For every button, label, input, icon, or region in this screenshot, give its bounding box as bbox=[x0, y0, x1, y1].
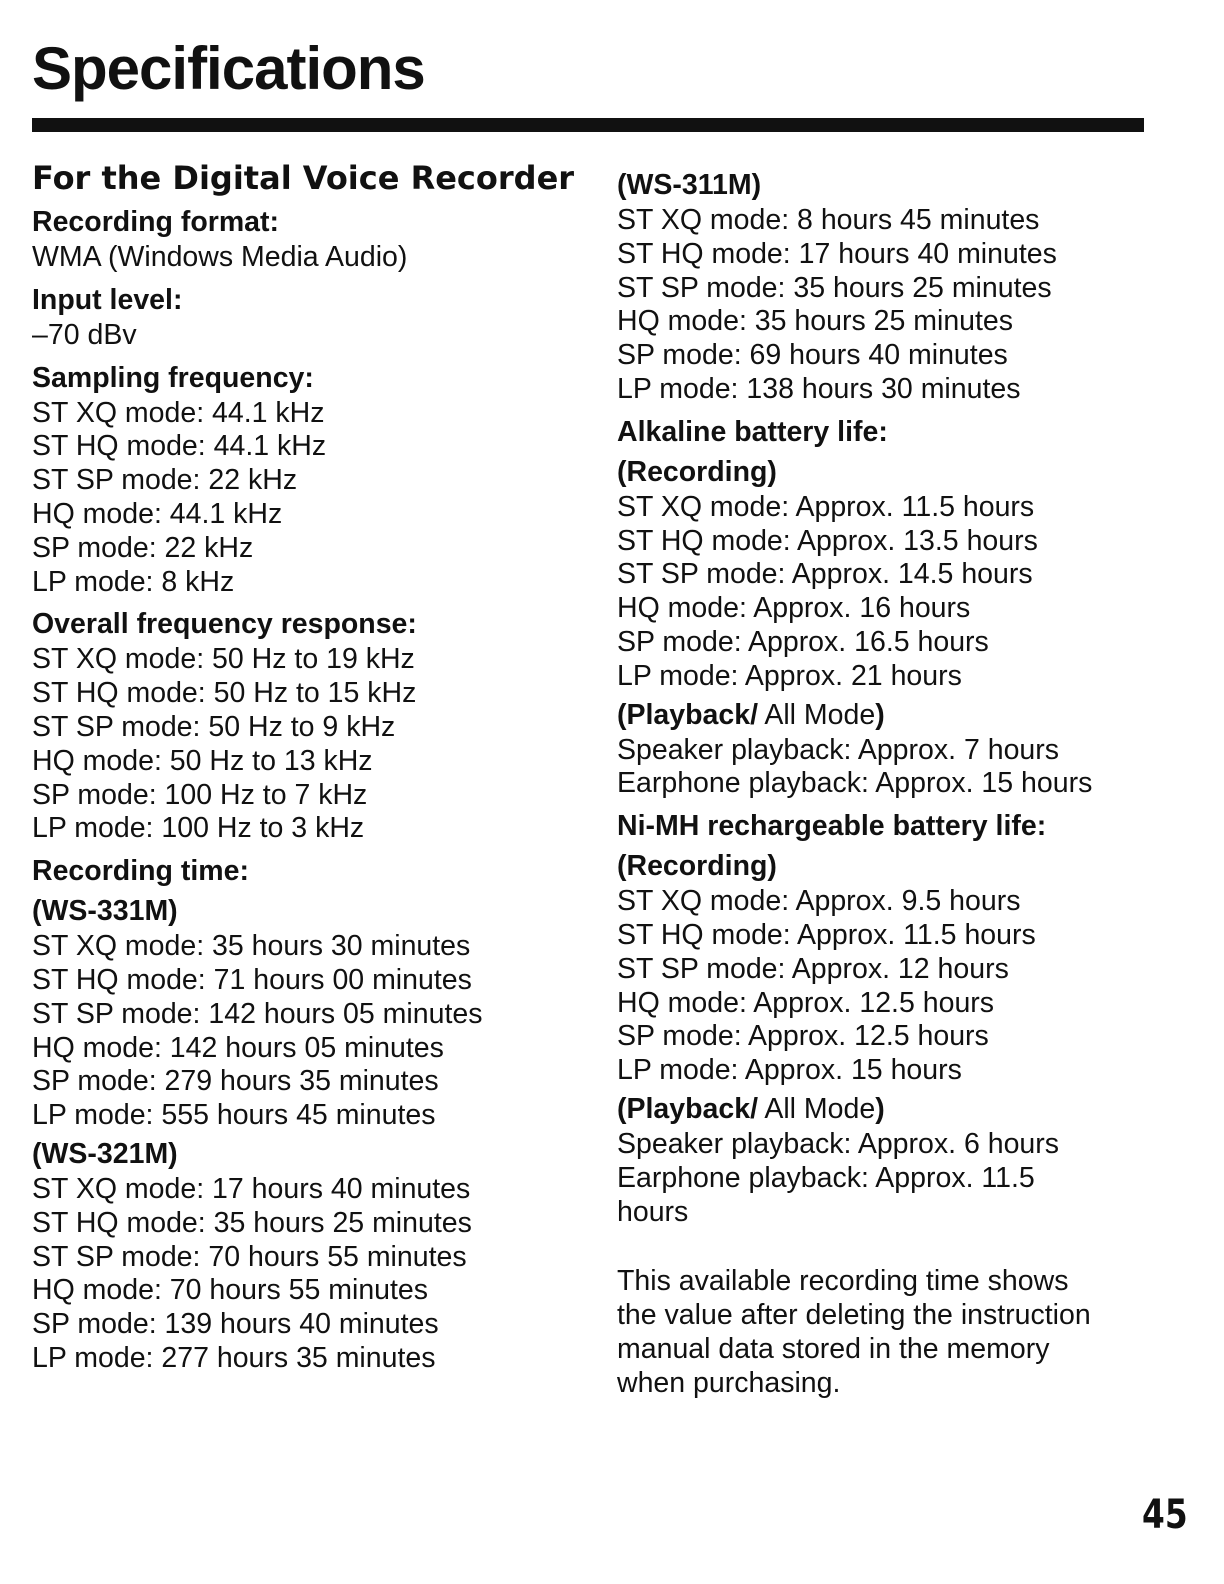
spec-line: ST HQ mode: 44.1 kHz bbox=[32, 430, 327, 463]
spec-line: LP mode: 100 Hz to 3 kHz bbox=[32, 812, 365, 845]
spec-line: LP mode: 555 hours 45 minutes bbox=[32, 1099, 436, 1132]
spec-line: WMA (Windows Media Audio) bbox=[32, 241, 408, 273]
alkaline-playback-label-bold: (Playback/ bbox=[617, 698, 758, 731]
frequency-response-label: Overall frequency response: bbox=[32, 608, 417, 641]
recording-format-lines bbox=[32, 241, 592, 275]
spec-line: ST XQ mode: Approx. 11.5 hours bbox=[617, 490, 1035, 523]
spec-line: Speaker playback: Approx. 6 hours bbox=[617, 1127, 1060, 1160]
spec-line: Speaker playback: Approx. 7 hours bbox=[617, 733, 1060, 766]
right-column bbox=[617, 160, 1177, 1401]
spec-line: HQ mode: 35 hours 25 minutes bbox=[617, 305, 1014, 338]
alkaline-recording-lines bbox=[617, 491, 1177, 694]
spec-line: –70 dBv bbox=[32, 318, 137, 351]
nimh-playback-lines bbox=[617, 1128, 1177, 1229]
ws321m-lines bbox=[32, 1173, 592, 1376]
spec-line: ST SP mode: Approx. 12 hours bbox=[617, 952, 1009, 985]
nimh-playback-label-plain: All Mode bbox=[758, 1092, 876, 1125]
spec-line: ST XQ mode: 50 Hz to 19 kHz bbox=[32, 643, 415, 676]
spec-line: HQ mode: 142 hours 05 minutes bbox=[32, 1031, 444, 1064]
spec-line: ST SP mode: 70 hours 55 minutes bbox=[32, 1240, 467, 1273]
nimh-recording-label: (Recording) bbox=[617, 850, 777, 883]
spec-line: ST SP mode: 22 kHz bbox=[32, 464, 298, 497]
spec-line: HQ mode: 70 hours 55 minutes bbox=[32, 1274, 429, 1307]
nimh-playback-label-close: ) bbox=[875, 1092, 885, 1125]
spec-line: ST XQ mode: 44.1 kHz bbox=[32, 396, 325, 429]
spec-line: ST HQ mode: 71 hours 00 minutes bbox=[32, 963, 472, 996]
recording-time-label: Recording time: bbox=[32, 855, 249, 888]
spec-line: Earphone playback: Approx. 15 hours bbox=[617, 767, 1093, 800]
spec-line: ST SP mode: Approx. 14.5 hours bbox=[617, 558, 1033, 591]
spec-line: HQ mode: 50 Hz to 13 kHz bbox=[32, 744, 373, 777]
availability-note bbox=[617, 1265, 1177, 1400]
alkaline-recording-label: (Recording) bbox=[617, 455, 777, 488]
spec-line: ST XQ mode: 8 hours 45 minutes bbox=[617, 204, 1040, 236]
nimh-recording-lines bbox=[617, 885, 1177, 1088]
nimh-playback-label-bold: (Playback/ bbox=[617, 1092, 758, 1125]
recording-format-label: Recording format: bbox=[32, 206, 280, 238]
page-number: 45 bbox=[1142, 1492, 1188, 1538]
spec-line: ST SP mode: 35 hours 25 minutes bbox=[617, 271, 1052, 304]
spec-line: ST XQ mode: Approx. 9.5 hours bbox=[617, 885, 1021, 918]
section-title bbox=[32, 160, 592, 197]
spec-line: SP mode: 100 Hz to 7 kHz bbox=[32, 778, 368, 811]
alkaline-playback-lines bbox=[617, 734, 1177, 802]
alkaline-label: Alkaline battery life: bbox=[617, 415, 888, 448]
spec-line: ST XQ mode: 35 hours 30 minutes bbox=[32, 930, 471, 963]
spec-line: ST HQ mode: 50 Hz to 15 kHz bbox=[32, 677, 417, 710]
spec-line: SP mode: Approx. 16.5 hours bbox=[617, 625, 989, 658]
spec-line: ST HQ mode: Approx. 11.5 hours bbox=[617, 918, 1036, 951]
spec-line: LP mode: Approx. 15 hours bbox=[617, 1054, 962, 1087]
spec-line: ST HQ mode: 17 hours 40 minutes bbox=[617, 237, 1057, 270]
spec-line: ST SP mode: 142 hours 05 minutes bbox=[32, 997, 483, 1030]
title-rule bbox=[32, 118, 1144, 132]
spec-line: hours bbox=[617, 1195, 689, 1228]
spec-line: manual data stored in the memory bbox=[617, 1332, 1050, 1365]
ws331m-model-label: (WS-331M) bbox=[32, 895, 178, 928]
spec-line: ST HQ mode: Approx. 13.5 hours bbox=[617, 524, 1038, 557]
sampling-frequency-lines bbox=[32, 397, 592, 600]
spec-line: SP mode: 139 hours 40 minutes bbox=[32, 1308, 439, 1341]
spec-line: HQ mode: Approx. 12.5 hours bbox=[617, 986, 995, 1019]
sampling-frequency-label: Sampling frequency: bbox=[32, 361, 314, 394]
ws321m-model-label: (WS-321M) bbox=[32, 1137, 178, 1170]
alkaline-playback-label-plain: All Mode bbox=[758, 698, 876, 731]
nimh-playback-label bbox=[617, 1090, 1177, 1128]
frequency-response-lines bbox=[32, 643, 592, 846]
spec-line: LP mode: Approx. 21 hours bbox=[617, 659, 962, 692]
alkaline-playback-label-close: ) bbox=[875, 698, 885, 731]
spec-line: LP mode: 277 hours 35 minutes bbox=[32, 1341, 436, 1374]
spec-line: SP mode: 22 kHz bbox=[32, 531, 254, 564]
alkaline-playback-label bbox=[617, 696, 1177, 734]
nimh-label: Ni-MH rechargeable battery life: bbox=[617, 810, 1047, 843]
input-level-label: Input level: bbox=[32, 283, 183, 316]
page-title: Specifications bbox=[32, 35, 425, 102]
left-column bbox=[32, 160, 592, 1376]
spec-line: SP mode: 279 hours 35 minutes bbox=[32, 1065, 439, 1098]
spec-line: LP mode: 8 kHz bbox=[32, 565, 235, 598]
spec-line: when purchasing. bbox=[617, 1366, 841, 1399]
spec-line: SP mode: Approx. 12.5 hours bbox=[617, 1020, 989, 1053]
spec-line: SP mode: 69 hours 40 minutes bbox=[617, 339, 1008, 372]
spec-line: the value after deleting the instruction bbox=[617, 1299, 1091, 1332]
spec-line: ST HQ mode: 35 hours 25 minutes bbox=[32, 1206, 472, 1239]
section-title-text: For the Digital Voice Recorder bbox=[32, 159, 575, 197]
spec-line: This available recording time shows bbox=[617, 1265, 1069, 1298]
spec-line: ST SP mode: 50 Hz to 9 kHz bbox=[32, 710, 396, 743]
spec-line: Earphone playback: Approx. 11.5 bbox=[617, 1161, 1035, 1194]
ws311m-lines bbox=[617, 204, 1177, 407]
spec-line: LP mode: 138 hours 30 minutes bbox=[617, 372, 1021, 405]
ws331m-lines bbox=[32, 930, 592, 1133]
spec-line: ST XQ mode: 17 hours 40 minutes bbox=[32, 1172, 471, 1205]
input-level-lines bbox=[32, 319, 592, 353]
ws311m-model-label: (WS-311M) bbox=[617, 169, 762, 201]
spec-line: HQ mode: Approx. 16 hours bbox=[617, 592, 971, 625]
spec-line: HQ mode: 44.1 kHz bbox=[32, 497, 283, 530]
